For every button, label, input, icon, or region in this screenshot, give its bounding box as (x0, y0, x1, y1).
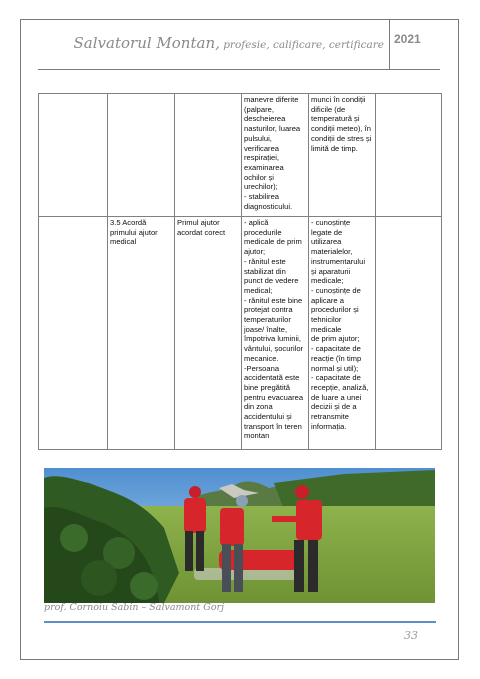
table-cell: munci în condiții dificile (de temperatură și condiții meteo), în condiții de stres și limită de timp. (309, 94, 376, 217)
table-cell: manevre diferite (palpare, descheierea nasturilor, luarea pulsului, verificarea respirației, examinarea ochilor și urechilor); - stabilirea diagnosticului. (242, 94, 309, 217)
table-cell: 3.5 Acordă primului ajutor medical (108, 217, 175, 450)
footer-author: prof. Cornoiu Sabin – Salvamont Gorj (44, 602, 225, 613)
table-cell-empty (39, 217, 108, 450)
competency-table (38, 93, 442, 450)
table-cell: - aplică procedurile medicale de prim ajutor; - rănitul este stabilizat din punct de vedere medical; - rănitul este bine protejat contra temperaturilor joase/ înalte, împotriva luminii, vântului, șocurilor mecanice. -Persoana accidentată este bine pregătită pentru evacuarea din zona accidentului și transport în teren montan (242, 217, 309, 450)
table-cell: Primul ajutor acordat corect (175, 217, 242, 450)
header-title-main: Salvatorul Montan, (73, 34, 220, 52)
table-cell-empty (39, 94, 108, 217)
header-divider (389, 20, 390, 69)
table-cell: - cunoștințe legate de utilizarea materialelor, instrumentarului și aparaturii medicale; - cunoștințe de aplicare a procedurilor și tehnicilor medicale de prim ajutor; - capacitate de reacție (în timp normal și util); - capacitate de recepție, analiză, de luare a unei decizii și de a retransmite informația. (309, 217, 376, 450)
table-row (39, 94, 442, 217)
footer-rule (44, 621, 436, 623)
table-cell (175, 94, 242, 217)
table-cell (376, 94, 442, 217)
table-row (39, 217, 442, 450)
header-title-sub: profesie, calificare, certificare (219, 39, 384, 51)
table-cell (376, 217, 442, 450)
header-rule (38, 69, 440, 70)
header-year: 2021 (394, 32, 421, 46)
table-cell (108, 94, 175, 217)
mountain-rescue-photo (44, 468, 435, 603)
page-number: 33 (404, 629, 418, 642)
header-title (60, 33, 384, 52)
